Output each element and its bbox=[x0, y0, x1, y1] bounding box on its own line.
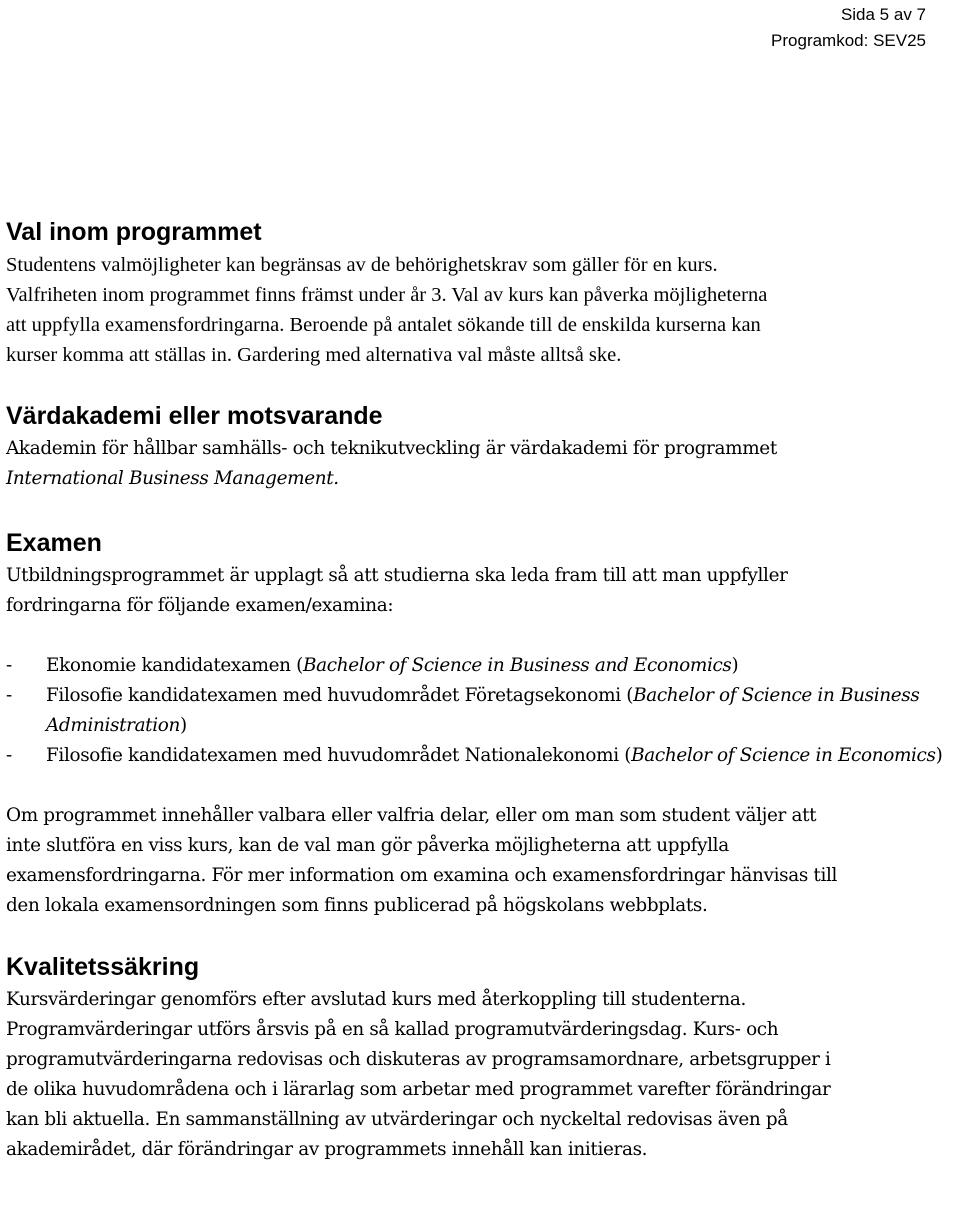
document-body bbox=[6, 216, 956, 1165]
section-heading: Examen bbox=[6, 529, 102, 557]
section-vardakademi bbox=[6, 400, 956, 494]
degree-swedish: Filosofie kandidatexamen med huvudområdet Företagsekonomi ( bbox=[46, 685, 634, 706]
section-val-inom-programmet bbox=[6, 216, 956, 370]
program-code: Programkod: SEV25 bbox=[771, 31, 926, 50]
section-heading: Kvalitetssäkring bbox=[6, 953, 200, 981]
degree-list bbox=[6, 651, 956, 771]
section-kvalitetssakring bbox=[6, 951, 956, 1165]
text-line: kan bli aktuella. En sammanställning av utvärderingar och nyckeltal redovisas även på bbox=[6, 1109, 788, 1130]
text-line: den lokala examensordningen som finns publicerad på högskolans webbplats. bbox=[6, 895, 708, 916]
list-dash: - bbox=[6, 745, 12, 766]
text-line: Programvärderingar utförs årsvis på en så kallad programutvärderingsdag. Kurs- och bbox=[6, 1019, 779, 1040]
list-dash: - bbox=[6, 685, 12, 706]
degree-close: ) bbox=[935, 745, 943, 766]
section-examen bbox=[6, 527, 956, 921]
section-text bbox=[6, 250, 956, 370]
text-line: kurser komma att ställas in. Gardering med alternativa val måste alltså ske. bbox=[6, 344, 622, 366]
degree-item bbox=[6, 681, 956, 741]
text-line: Akademin för hållbar samhälls- och teknikutveckling är värdakademi för programmet bbox=[6, 438, 777, 459]
text-line: inte slutföra en viss kurs, kan de val man gör påverka möjligheterna att uppfylla bbox=[6, 835, 729, 856]
page-header bbox=[771, 2, 926, 54]
text-line: Kursvärderingar genomförs efter avslutad kurs med återkoppling till studenterna. bbox=[6, 989, 746, 1010]
degree-english: Bachelor of Science in Business and Economics bbox=[303, 655, 732, 676]
section-heading: Värdakademi eller motsvarande bbox=[6, 402, 383, 430]
section-text bbox=[6, 434, 956, 494]
text-line: Om programmet innehåller valbara eller valfria delar, eller om man som student väljer att bbox=[6, 805, 817, 826]
degree-close: ) bbox=[179, 715, 187, 736]
text-line: att uppfylla examensfordringarna. Beroende på antalet sökande till de enskilda kurserna kan bbox=[6, 314, 761, 336]
text-line: Utbildningsprogrammet är upplagt så att studierna ska leda fram till att man uppfyller bbox=[6, 565, 788, 586]
text-line: Valfriheten inom programmet finns främst under år 3. Val av kurs kan påverka möjligheterna bbox=[6, 284, 768, 306]
degree-english: Bachelor of Science in Economics bbox=[631, 745, 936, 766]
degree-close: ) bbox=[731, 655, 739, 676]
degree-swedish: Ekonomie kandidatexamen ( bbox=[46, 655, 303, 676]
degree-item bbox=[6, 741, 956, 771]
degree-english: Bachelor of Science in Business Administration bbox=[46, 685, 920, 736]
text-line: akademirådet, där förändringar av programmets innehåll kan initieras. bbox=[6, 1139, 648, 1160]
list-dash: - bbox=[6, 655, 12, 676]
text-line: programutvärderingarna redovisas och diskuteras av programsamordnare, arbetsgrupper i bbox=[6, 1049, 831, 1070]
page-number: Sida 5 av 7 bbox=[840, 5, 926, 24]
section-note bbox=[6, 801, 956, 921]
section-intro bbox=[6, 561, 956, 621]
text-line: fordringarna för följande examen/examina: bbox=[6, 595, 394, 616]
text-line: de olika huvudområdena och i lärarlag som arbetar med programmet varefter förändringar bbox=[6, 1079, 831, 1100]
degree-swedish: Filosofie kandidatexamen med huvudområdet Nationalekonomi ( bbox=[46, 745, 632, 766]
text-line: Studentens valmöjligheter kan begränsas av de behörighetskrav som gäller för en kurs. bbox=[6, 254, 718, 276]
section-heading: Val inom programmet bbox=[6, 218, 262, 246]
text-line: examensfordringarna. För mer information om examina och examensfordringar hänvisas till bbox=[6, 865, 838, 886]
degree-item bbox=[6, 651, 956, 681]
program-name-italic: International Business Management. bbox=[6, 468, 339, 489]
section-text bbox=[6, 985, 956, 1165]
